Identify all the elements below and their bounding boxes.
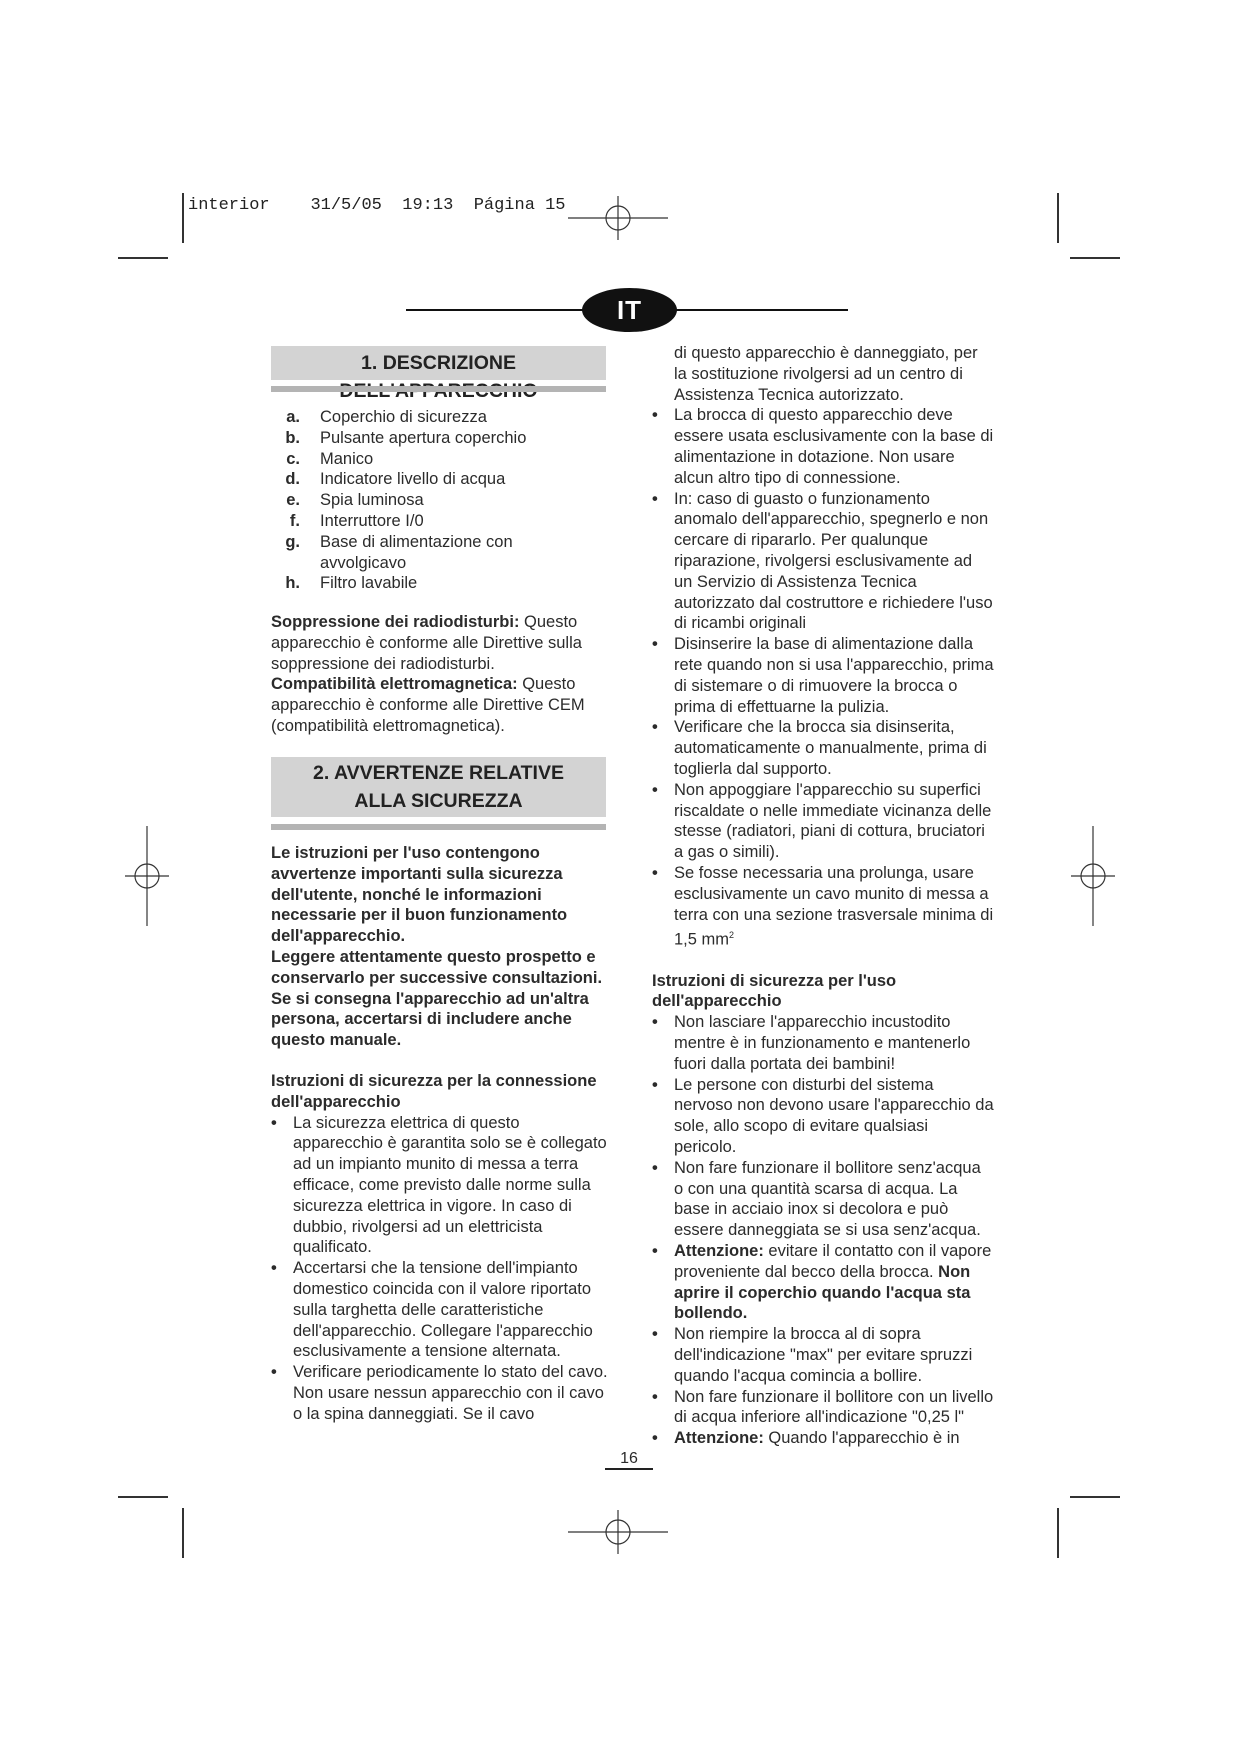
emc-label: Compatibilità elettromagnetica:: [271, 675, 518, 694]
bullet-icon: •: [652, 406, 658, 425]
radio-label: Soppressione dei radiodisturbi:: [271, 613, 520, 631]
extension-cord-text: Se fosse necessaria una prolunga, usare esclusivamente un cavo munito di messa a terra con una sezione trasversale minima di 1,5 mm: [674, 863, 994, 949]
list-item: [652, 1241, 994, 1324]
print-header-date: 31/5/05: [310, 196, 382, 215]
list-text: [674, 1241, 994, 1324]
bullet-icon: •: [652, 1241, 658, 1260]
intro-paragraph-2: Leggere attentamente questo prospetto e conservarlo per successive consultazioni. Se si consegna l'apparecchio ad un'altra persona, accertarsi di includere anche questo manuale.: [271, 947, 603, 1050]
list-text: Non fare funzionare il bollitore senz'acqua o con una quantità scarsa di acqua. La base in acciaio inox si decolora e può essere danneggiata se si usa senz'acqua.: [674, 1158, 981, 1240]
section-2-title-line2: ALLA SICUREZZA: [354, 790, 523, 812]
registration-mark-icon: [97, 826, 197, 926]
print-header-file: interior: [188, 196, 270, 215]
list-letter: e.: [286, 491, 300, 510]
list-text: Interruttore I/0: [320, 511, 424, 530]
bullet-icon: •: [652, 1387, 658, 1406]
list-text: Manico: [320, 449, 374, 468]
list-text: Non fare funzionare il bollitore con un livello di acqua inferiore all'indicazione "0,25 l": [674, 1387, 994, 1427]
list-item: [652, 863, 994, 951]
list-item: [280, 532, 526, 574]
list-item: [652, 405, 994, 488]
list-item: [280, 573, 526, 594]
list-item: [652, 1012, 994, 1074]
language-rule-left: [406, 309, 586, 311]
list-text: Accertarsi che la tensione dell'impianto domestico coincida con il valore riportato sulla targhetta delle caratteristiche dell'apparecchio. Collegare l'apparecchio esclusivamente a tensione alternata.: [293, 1259, 593, 1361]
attention-label: Attenzione:: [674, 1429, 764, 1448]
list-text: Non appoggiare l'apparecchio su superfici riscaldate o nelle immediate vicinanza delle stesse (radiatori, piani di cottura, bruciatori a gas o simili).: [674, 780, 992, 862]
print-header-page: Página 15: [473, 196, 566, 215]
page-number-underline: [605, 1468, 653, 1470]
registration-mark-icon: [568, 168, 668, 268]
list-letter: g.: [285, 532, 300, 551]
crop-mark: [1057, 193, 1059, 243]
bullet-icon: •: [652, 1429, 658, 1448]
page-number: 16: [620, 1450, 638, 1467]
print-header-time: 19:13: [402, 196, 454, 215]
emc-text: Questo apparecchio è conforme alle Direttive CEM (compatibilità elettromagnetica).: [271, 675, 585, 735]
list-text: Base di alimentazione con avvolgicavo: [320, 532, 513, 572]
bullet-icon: •: [652, 718, 658, 737]
attention-text: Quando l'apparecchio è in: [763, 1429, 960, 1448]
list-item: [280, 469, 526, 490]
left-column-text: [271, 843, 611, 1425]
intro-paragraph-1: Le istruzioni per l'uso contengono avvertenze importanti sulla sicurezza dell'utente, nonché le informazioni necessarie per il buon funzionamento dell'apparecchio.: [271, 844, 568, 946]
list-item: [271, 1362, 611, 1424]
list-text: Verificare che la brocca sia disinserita, automaticamente o manualmente, prima di toglierla dal supporto.: [674, 718, 987, 778]
section-2-title: [271, 757, 606, 817]
list-letter: h.: [285, 574, 300, 593]
list-letter: b.: [285, 428, 300, 447]
bullet-icon: •: [652, 780, 658, 799]
list-text: Le persone con disturbi del sistema nervoso non devono usare l'apparecchio da sole, allo scopo di evitare qualsiasi pericolo.: [674, 1075, 994, 1156]
list-item: [280, 428, 526, 449]
bullet-icon: •: [652, 1075, 658, 1094]
crop-mark: [182, 1508, 184, 1558]
crop-mark: [118, 1496, 168, 1498]
use-heading: Istruzioni di sicurezza per l'uso dell'apparecchio: [652, 971, 897, 1011]
superscript: 2: [729, 930, 735, 941]
list-text: Non lasciare l'apparecchio incustodito mentre è in funzionamento e mantenerlo fuori dalla portata dei bambini!: [674, 1013, 971, 1073]
list-item: [652, 634, 994, 717]
list-text: Pulsante apertura coperchio: [320, 428, 527, 447]
attention-label: Attenzione:: [674, 1241, 764, 1260]
section-2-title-line1: 2. AVVERTENZE RELATIVE: [312, 762, 564, 784]
compliance-notes: [271, 612, 606, 737]
bullet-icon: •: [271, 1113, 277, 1132]
list-item: [652, 1428, 994, 1449]
bullet-icon: •: [652, 1013, 658, 1032]
list-letter: f.: [289, 511, 300, 530]
bullet-icon: •: [652, 1325, 658, 1344]
crop-mark: [118, 257, 168, 259]
list-item: [652, 1158, 994, 1241]
list-letter: c.: [286, 449, 300, 468]
language-rule-right: [672, 309, 848, 311]
radio-note: [271, 612, 606, 674]
list-text: La sicurezza elettrica di questo apparecchio è garantita solo se è collegato ad un impianto munito di messa a terra efficace, come previsto dalle norme sulla sicurezza elettrica in vigore. In caso di dubbio, rivolgersi ad un elettricista qualificato.: [293, 1113, 607, 1257]
list-item: [652, 1387, 994, 1429]
list-text: Non riempire la brocca al di sopra dell'indicazione "max" per evitare spruzzi quando l'acqua comincia a bollire.: [674, 1325, 973, 1385]
list-text: Filtro lavabile: [320, 574, 418, 593]
radio-text: Questo apparecchio è conforme alle Direttive sulla soppressione dei radiodisturbi.: [271, 613, 582, 673]
right-column-text: [652, 343, 994, 1449]
list-text: Verificare periodicamente lo stato del cavo. Non usare nessun apparecchio con il cavo o la spina danneggiati. Se il cavo: [293, 1363, 608, 1423]
bullet-icon: •: [271, 1363, 277, 1382]
bullet-icon: •: [652, 863, 658, 882]
list-item: [280, 511, 526, 532]
list-item: [652, 1324, 994, 1386]
list-item: [271, 1258, 611, 1362]
list-item: [280, 490, 526, 511]
list-text: Disinserire la base di alimentazione dalla rete quando non si usa l'apparecchio, prima di sistemare o di rimuovere la brocca o prima di effettuarne la pulizia.: [674, 635, 994, 716]
list-item: [280, 407, 526, 428]
registration-mark-icon: [1043, 826, 1143, 926]
list-text: [674, 1428, 994, 1449]
list-item: [271, 1113, 611, 1259]
parts-list: [280, 407, 526, 594]
attention-bold-text: Non aprire il coperchio quando l'acqua sta bollendo.: [674, 1262, 971, 1323]
list-text: Indicatore livello di acqua: [320, 470, 506, 489]
list-text: Spia luminosa: [320, 491, 424, 510]
section-1-title-bar: [271, 386, 606, 392]
connection-heading: Istruzioni di sicurezza per la connessione dell'apparecchio: [271, 1071, 597, 1111]
crop-mark: [1070, 1496, 1120, 1498]
list-letter: a.: [286, 408, 300, 426]
bullet-icon: •: [652, 1158, 658, 1177]
list-item: [280, 449, 526, 470]
list-text: La brocca di questo apparecchio deve essere usata esclusivamente con la base di alimentazione in dotazione. Non usare alcun altro tipo di connessione.: [674, 406, 994, 487]
bullet-icon: •: [652, 489, 658, 508]
language-tab: IT: [582, 288, 677, 332]
list-item: [652, 489, 994, 635]
crop-mark: [1070, 257, 1120, 259]
crop-mark: [182, 193, 184, 243]
list-item: [652, 780, 994, 863]
emc-note: [271, 674, 606, 736]
crop-mark: [1057, 1508, 1059, 1558]
attention-text: evitare il contatto con il vapore proveniente dal becco della brocca.: [674, 1241, 992, 1281]
list-text: [674, 863, 994, 951]
registration-mark-icon: [568, 1482, 668, 1582]
list-letter: d.: [285, 470, 300, 489]
section-2-title-bar: [271, 824, 606, 830]
list-item: [652, 1075, 994, 1158]
list-text: Coperchio di sicurezza: [320, 408, 487, 426]
print-header: [188, 196, 566, 215]
continuation-text: di questo apparecchio è danneggiato, per la sostituzione rivolgersi ad un centro di Assistenza Tecnica autorizzato.: [674, 344, 978, 404]
bullet-icon: •: [652, 635, 658, 654]
bullet-icon: •: [271, 1259, 277, 1278]
section-1-title: 1. DESCRIZIONE: [271, 346, 606, 380]
list-item: [652, 717, 994, 779]
list-text: In: caso di guasto o funzionamento anomalo dell'apparecchio, spegnerlo e non cercare di ripararlo. Per qualunque riparazione, rivolgersi esclusivamente ad un Servizio di Assistenza Tecnica autorizzato dal costruttore e richiedere l'uso di ricambi originali: [674, 489, 993, 633]
